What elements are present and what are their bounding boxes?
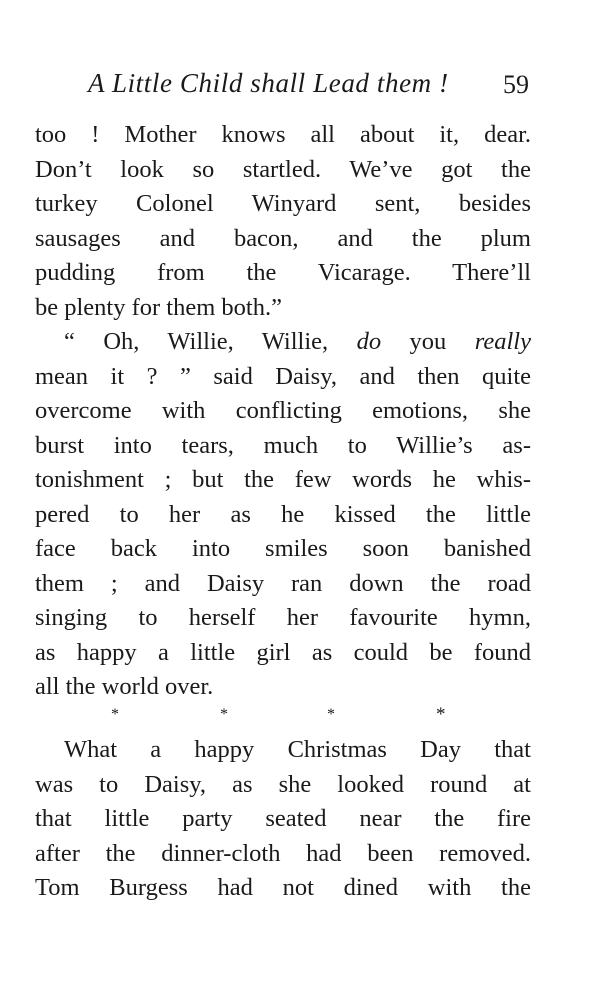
text-line: be plenty for them both.” <box>35 293 282 321</box>
text-line: them ; and Daisy ran down the road <box>35 569 531 597</box>
text-line: overcome with conflicting emotions, she <box>35 397 531 424</box>
text-line: all the world over. <box>35 673 214 700</box>
page-header <box>0 68 597 108</box>
italic-word: do <box>356 328 382 355</box>
text-line: turkey Colonel Winyard sent, besides <box>35 190 531 217</box>
body-text-bottom <box>35 733 531 906</box>
text-line: as happy a little girl as could be found <box>35 638 531 666</box>
text-line: mean it ? ” said Daisy, and then quite <box>35 362 531 390</box>
page-number: 59 <box>503 70 529 99</box>
text-line: tonishment ; but the few words he whis- <box>35 466 531 493</box>
text-line: face back into smiles soon banished <box>35 535 531 562</box>
text-line: that little party seated near the fire <box>35 805 531 832</box>
text-fragment: “ Oh, Willie, Willie, <box>64 328 357 355</box>
text-line: pered to her as he kissed the little <box>35 500 531 528</box>
asterisk: * <box>111 706 119 723</box>
text-line: burst into tears, much to Willie’s as- <box>35 431 531 459</box>
running-title: A Little Child shall Lead them ! <box>88 68 449 98</box>
asterisk: * <box>220 706 228 723</box>
text-line: Don’t look so startled. We’ve got the <box>35 155 531 183</box>
text-line <box>35 325 531 360</box>
text-line: after the dinner-cloth had been removed. <box>35 839 531 867</box>
text-line: Tom Burgess had not dined with the <box>35 874 531 901</box>
asterisk: * <box>436 704 446 725</box>
text-fragment: you <box>381 328 475 355</box>
asterisk: * <box>327 706 335 723</box>
text-line: singing to herself her favourite hymn, <box>35 604 531 631</box>
italic-word: really <box>474 328 531 355</box>
text-line: What a happy Christmas Day that <box>64 736 531 763</box>
body-text-top <box>35 118 531 705</box>
section-separator <box>0 706 597 726</box>
text-line: pudding from the Vicarage. There’ll <box>35 259 531 286</box>
text-line: was to Daisy, as she looked round at <box>35 770 531 798</box>
text-line: sausages and bacon, and the plum <box>35 224 531 252</box>
text-line: too ! Mother knows all about it, dear. <box>35 121 531 148</box>
